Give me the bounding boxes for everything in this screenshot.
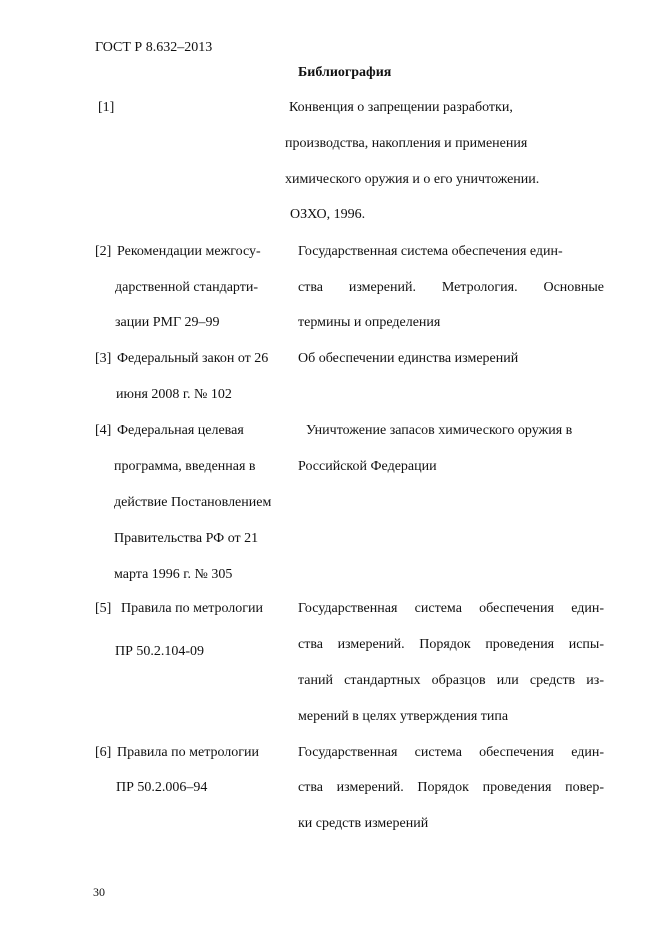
ref-description-line: Об обеспечении единства измерений	[298, 351, 519, 366]
ref-number: [5]	[95, 601, 112, 616]
ref-source-line: программа, введенная в	[114, 459, 256, 474]
ref-source-line: Правительства РФ от 21	[114, 531, 259, 546]
ref-number: [2]	[95, 244, 112, 259]
ref-source-line: марта 1996 г. № 305	[114, 567, 233, 582]
ref-number: [4]	[95, 423, 112, 438]
document-code: ГОСТ Р 8.632–2013	[95, 40, 213, 55]
ref-source-line: Правила по метрологии	[121, 601, 264, 616]
ref-source-line: ПР 50.2.104-09	[115, 644, 205, 659]
page-number: 30	[93, 885, 105, 899]
ref-number: [6]	[95, 745, 112, 760]
ref-number: [1]	[98, 100, 115, 115]
ref-source-line: дарственной стандарти-	[115, 280, 259, 295]
ref-description-line: таний стандартных образцов или средств из-	[298, 673, 604, 688]
ref-description-line: Российской Федерации	[298, 459, 437, 474]
ref-description-line: Государственная система обеспечения един-	[298, 601, 604, 616]
ref-source-line: Федеральный закон от 26	[117, 351, 269, 366]
ref-description-line: ства измерений. Метрология. Основные	[298, 280, 604, 295]
ref-source-line: Правила по метрологии	[117, 745, 260, 760]
ref-description-line: химического оружия и о его уничтожении.	[285, 172, 540, 187]
ref-source-line: июня 2008 г. № 102	[116, 387, 232, 402]
ref-description-line: термины и определения	[298, 315, 441, 330]
page-title: Библиография	[298, 65, 392, 80]
ref-description-line: производства, накопления и применения	[285, 136, 528, 151]
ref-description-line: Государственная система обеспечения един-	[298, 244, 563, 259]
ref-description-line: Уничтожение запасов химического оружия в	[306, 423, 573, 438]
ref-description-line: ки средств измерений	[298, 816, 429, 831]
ref-source-line: зации РМГ 29–99	[115, 315, 220, 330]
ref-description-line: ОЗХО, 1996.	[290, 207, 366, 222]
ref-source-line: действие Постановлением	[114, 495, 272, 510]
ref-source-line: Федеральная целевая	[117, 423, 244, 438]
ref-source-line: Рекомендации межгосу-	[117, 244, 261, 259]
ref-number: [3]	[95, 351, 112, 366]
ref-description-line: ства измерений. Порядок проведения повер-	[298, 780, 604, 795]
ref-description-line: ства измерений. Порядок проведения испы-	[298, 637, 604, 652]
ref-source-line: ПР 50.2.006–94	[116, 780, 208, 795]
ref-description-line: Конвенция о запрещении разработки,	[289, 100, 513, 115]
ref-description-line: Государственная система обеспечения един-	[298, 745, 604, 760]
ref-description-line: мерений в целях утверждения типа	[298, 709, 509, 724]
